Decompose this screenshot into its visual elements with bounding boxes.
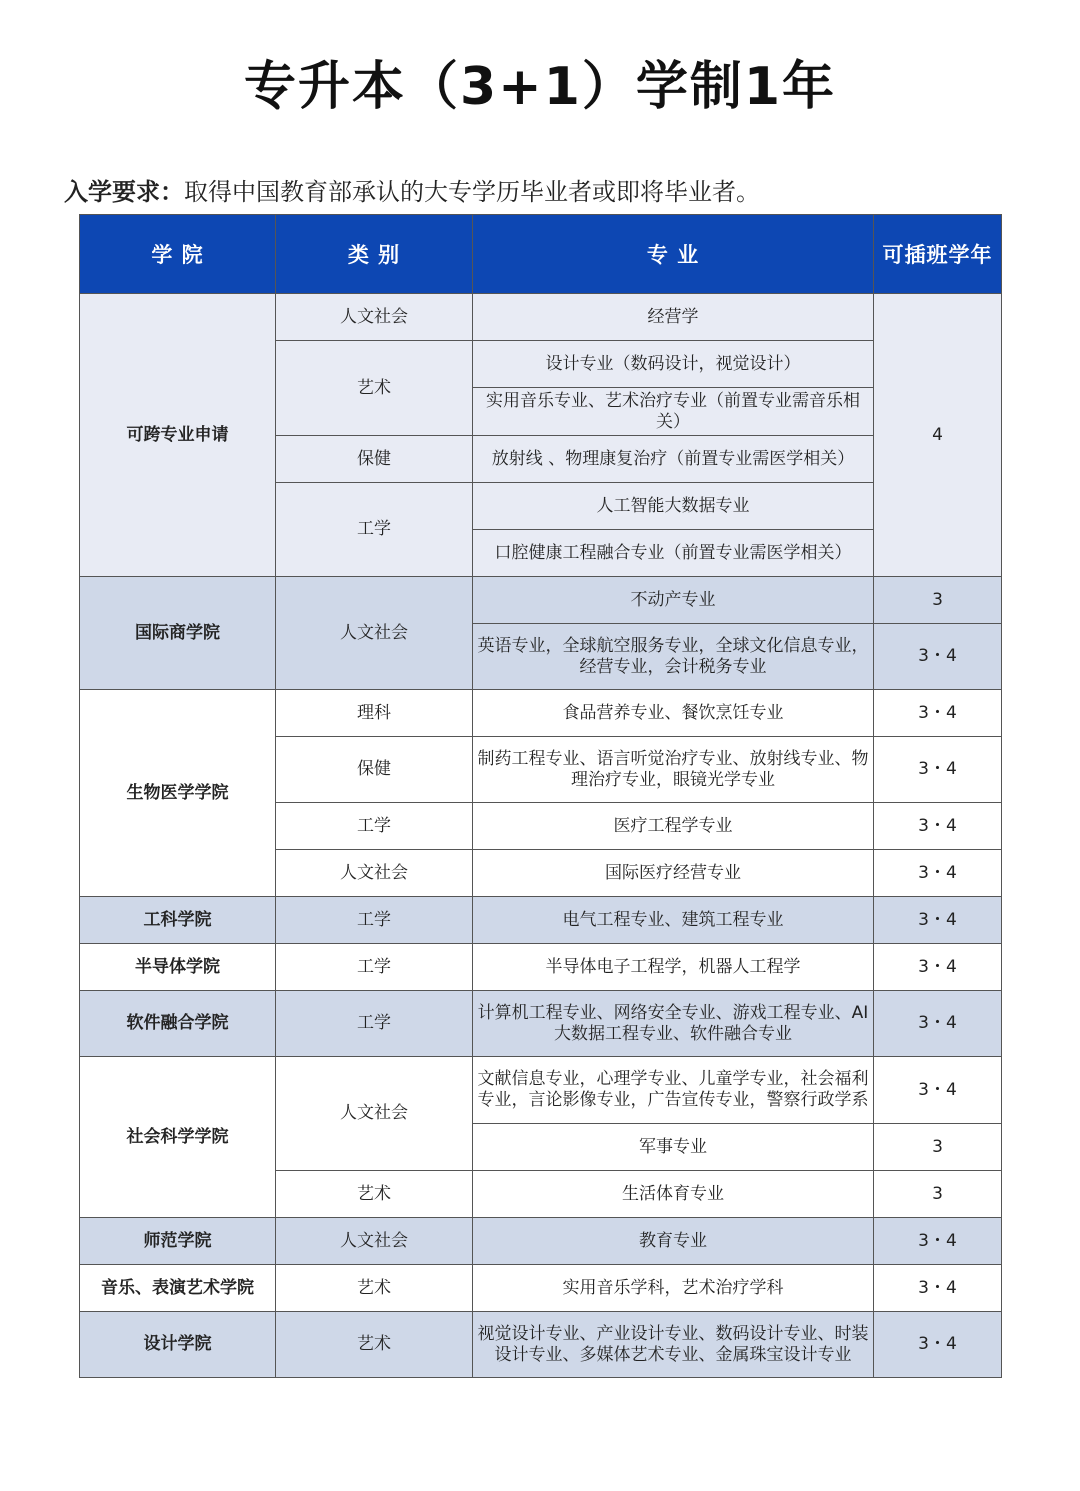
major-cell: 不动产专业 <box>473 577 874 624</box>
category-cell: 艺术 <box>276 1171 473 1218</box>
major-cell: 生活体育专业 <box>473 1171 874 1218</box>
year-cell: 3・4 <box>874 1218 1002 1265</box>
table-row <box>80 1218 1002 1265</box>
school-cell: 可跨专业申请 <box>80 294 276 577</box>
page-title: 专升本（3+1）学制1年 <box>243 57 837 117</box>
school-cell: 社会科学学院 <box>80 1057 276 1218</box>
school-cell: 工科学院 <box>80 897 276 944</box>
school-cell: 音乐、表演艺术学院 <box>80 1265 276 1312</box>
table-row <box>80 1312 1002 1378</box>
category-cell: 工学 <box>276 944 473 991</box>
school-cell: 设计学院 <box>80 1312 276 1378</box>
category-cell: 工学 <box>276 483 473 577</box>
header-category: 类 别 <box>276 215 473 294</box>
admission-requirement <box>64 172 760 207</box>
major-cell: 军事专业 <box>473 1124 874 1171</box>
school-cell: 国际商学院 <box>80 577 276 690</box>
category-cell: 人文社会 <box>276 577 473 690</box>
major-cell: 口腔健康工程融合专业（前置专业需医学相关） <box>473 530 874 577</box>
table-row <box>80 897 1002 944</box>
table-header-row <box>80 215 1002 294</box>
year-cell: 3・4 <box>874 624 1002 690</box>
major-cell: 计算机工程专业、网络安全专业、游戏工程专业、AI大数据工程专业、软件融合专业 <box>473 991 874 1057</box>
major-cell: 人工智能大数据专业 <box>473 483 874 530</box>
category-cell: 人文社会 <box>276 1218 473 1265</box>
category-cell: 保健 <box>276 737 473 803</box>
major-cell: 食品营养专业、餐饮烹饪专业 <box>473 690 874 737</box>
table-row <box>80 991 1002 1057</box>
year-cell: 3・4 <box>874 850 1002 897</box>
year-cell: 3・4 <box>874 897 1002 944</box>
table-row <box>80 577 1002 624</box>
major-cell: 教育专业 <box>473 1218 874 1265</box>
year-cell: 3 <box>874 1171 1002 1218</box>
category-cell: 人文社会 <box>276 294 473 341</box>
category-cell: 工学 <box>276 897 473 944</box>
category-cell: 工学 <box>276 803 473 850</box>
major-cell: 英语专业，全球航空服务专业，全球文化信息专业，经营专业，会计税务专业 <box>473 624 874 690</box>
category-cell: 理科 <box>276 690 473 737</box>
school-cell: 师范学院 <box>80 1218 276 1265</box>
major-cell: 实用音乐专业、艺术治疗专业（前置专业需音乐相关） <box>473 388 874 436</box>
requirement-text: 取得中国教育部承认的大专学历毕业者或即将毕业者。 <box>184 178 760 206</box>
major-cell: 实用音乐学科，艺术治疗学科 <box>473 1265 874 1312</box>
category-cell: 艺术 <box>276 1312 473 1378</box>
major-cell: 文献信息专业，心理学专业、儿童学专业，社会福利专业，言论影像专业，广告宣传专业，警察行政学系 <box>473 1057 874 1124</box>
school-cell: 生物医学学院 <box>80 690 276 897</box>
major-cell: 国际医疗经营专业 <box>473 850 874 897</box>
year-cell: 3・4 <box>874 1265 1002 1312</box>
year-cell: 3・4 <box>874 690 1002 737</box>
category-cell: 人文社会 <box>276 850 473 897</box>
category-cell: 保健 <box>276 436 473 483</box>
table-row <box>80 944 1002 991</box>
header-major: 专 业 <box>473 215 874 294</box>
table-row <box>80 1057 1002 1124</box>
year-cell: 3・4 <box>874 737 1002 803</box>
year-cell: 3 <box>874 577 1002 624</box>
major-cell: 设计专业（数码设计，视觉设计） <box>473 341 874 388</box>
major-cell: 制药工程专业、语言听觉治疗专业、放射线专业、物理治疗专业，眼镜光学专业 <box>473 737 874 803</box>
year-cell: 3・4 <box>874 1057 1002 1124</box>
major-cell: 视觉设计专业、产业设计专业、数码设计专业、时装设计专业、多媒体艺术专业、金属珠宝设计专业 <box>473 1312 874 1378</box>
year-cell: 3・4 <box>874 1312 1002 1378</box>
category-cell: 艺术 <box>276 341 473 436</box>
school-cell: 半导体学院 <box>80 944 276 991</box>
year-cell: 3・4 <box>874 944 1002 991</box>
major-cell: 放射线 、物理康复治疗（前置专业需医学相关） <box>473 436 874 483</box>
category-cell: 人文社会 <box>276 1057 473 1171</box>
year-cell: 3・4 <box>874 991 1002 1057</box>
major-cell: 电气工程专业、建筑工程专业 <box>473 897 874 944</box>
major-cell: 医疗工程学专业 <box>473 803 874 850</box>
major-cell: 半导体电子工程学，机器人工程学 <box>473 944 874 991</box>
school-cell: 软件融合学院 <box>80 991 276 1057</box>
year-cell: 3 <box>874 1124 1002 1171</box>
table-row <box>80 690 1002 737</box>
category-cell: 工学 <box>276 991 473 1057</box>
year-cell: 3・4 <box>874 803 1002 850</box>
year-cell: 4 <box>874 294 1002 577</box>
header-school: 学 院 <box>80 215 276 294</box>
major-cell: 经营学 <box>473 294 874 341</box>
table-row <box>80 294 1002 341</box>
category-cell: 艺术 <box>276 1265 473 1312</box>
header-year: 可插班学年 <box>874 215 1002 294</box>
requirement-label: 入学要求： <box>64 178 184 206</box>
table-row <box>80 1265 1002 1312</box>
majors-table <box>79 214 1002 1378</box>
